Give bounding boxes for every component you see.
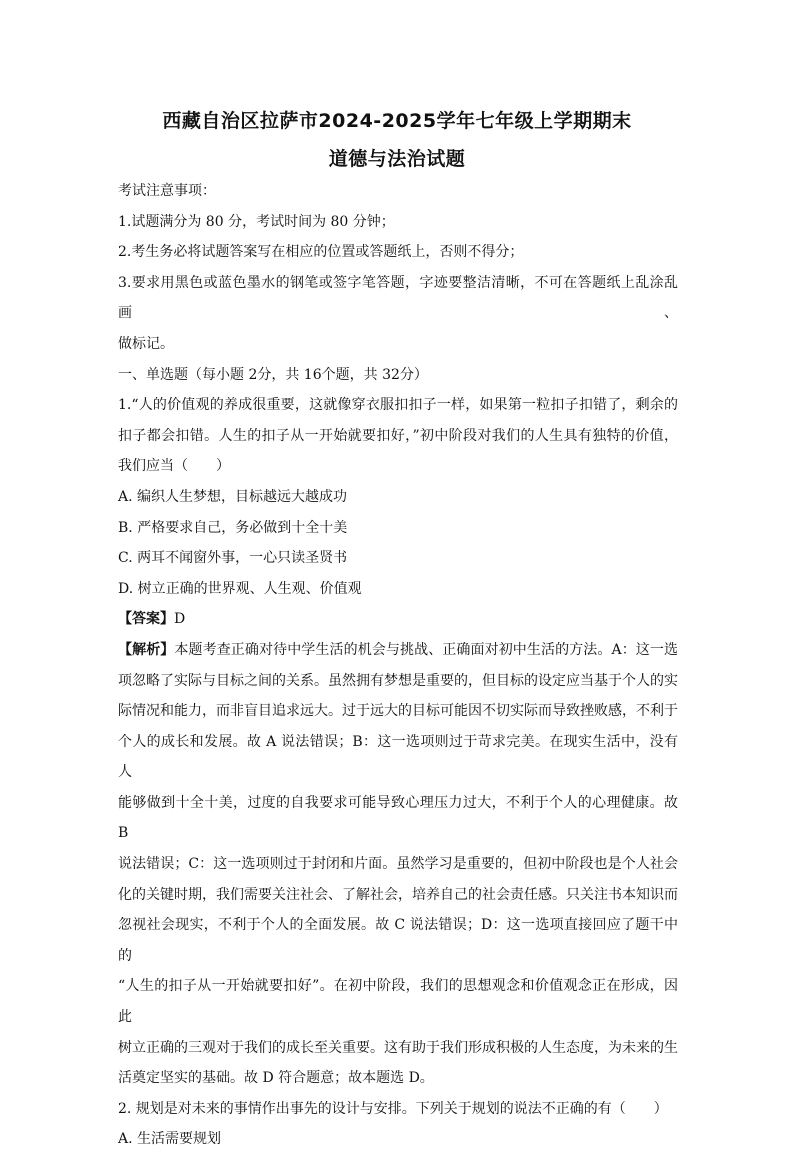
option-d: D. 树立正确的世界观、人生观、价值观 (118, 580, 362, 597)
document-subtitle: 道德与法治试题 (328, 148, 466, 170)
question-stem-line: 1.“人的价值观的养成很重要，这就像穿衣服扣扣子一样，如果第一粒扣子扣错了，剩余的 (118, 397, 678, 414)
option-a: A. 生活需要规划 (118, 1131, 222, 1148)
notice-item: 做标记。 (118, 335, 174, 352)
question-stem-line: 扣子都会扣错。人生的扣子从一开始就要扣好，”初中阶段对我们的人生具有独特的价值， (118, 427, 678, 444)
analysis-line: 忽视社会现实，不利于个人的全面发展。故 C 说法错误；D：这一选项直接回应了题干中的 (118, 917, 678, 964)
analysis-label: 【解析】 (118, 641, 175, 658)
question-stem-line: 我们应当（ ） (118, 458, 230, 475)
option-b: B. 严格要求自己，务必做到十全十美 (118, 519, 348, 536)
option-a: A. 编织人生梦想，目标越远大越成功 (118, 488, 348, 505)
analysis-line: 活奠定坚实的基础。故 D 符合题意；故本题选 D。 (118, 1070, 434, 1087)
analysis-line: 际情况和能力，而非盲目追求远大。过于远大的目标可能因不切实际而导致挫败感，不利于 (118, 703, 678, 720)
analysis-text: 本题考查正确对待中学生活的机会与挑战、正确面对初中生活的方法。A：这一选 (174, 641, 679, 658)
document-title: 西藏自治区拉萨市2024-2025学年七年级上学期期末 (162, 110, 632, 132)
analysis-line: 能够做到十全十美，过度的自我要求可能导致心理压力过大，不利于个人的心理健康。故 B (118, 794, 678, 842)
analysis-line: 项忽略了实际与目标之间的关系。虽然拥有梦想是重要的，但目标的设定应当基于个人的实 (118, 672, 678, 689)
analysis-line: “人生的扣子从一开始就要扣好”。在初中阶段，我们的思想观念和价值观念正在形成，因此 (118, 978, 678, 1026)
notice-item: 1.试题满分为 80 分，考试时间为 80 分钟； (118, 213, 395, 230)
analysis-line: 说法错误；C：这一选项则过于封闭和片面。虽然学习是重要的，但初中阶段也是个人社会 (118, 856, 678, 873)
section-heading: 一、单选题（每小题 2分，共 16个题，共 32分） (118, 366, 428, 383)
notice-item: 2.考生务必将试题答案写在相应的位置或答题纸上，否则不得分； (118, 244, 524, 261)
question-stem-line: 2. 规划是对未来的事情作出事先的设计与安排。下列关于规划的说法不正确的有（ ） (118, 1100, 668, 1117)
analysis-line (118, 635, 678, 666)
analysis-line: 化的关键时期，我们需要关注社会、了解社会，培养自己的社会责任感。只关注书本知识而 (118, 886, 678, 903)
analysis-line: 树立正确的三观对于我们的成长至关重要。这有助于我们形成积极的人生态度，为未来的生 (118, 1039, 678, 1056)
notice-item: 3.要求用黑色或蓝色墨水的钢笔或签字笔答题，字迹要整洁清晰，不可在答题纸上乱涂乱画、 (118, 274, 678, 322)
option-c: C. 两耳不闻窗外事，一心只读圣贤书 (118, 550, 348, 567)
notice-heading: 考试注意事项： (118, 183, 216, 199)
analysis-line: 个人的成长和发展。故 A 说法错误；B：这一选项则过于苛求完美。在现实生活中，没有人 (118, 733, 678, 781)
document-body (118, 176, 678, 1155)
answer-line (118, 604, 678, 635)
answer-value: D (174, 611, 186, 628)
answer-label: 【答案】 (118, 611, 174, 628)
